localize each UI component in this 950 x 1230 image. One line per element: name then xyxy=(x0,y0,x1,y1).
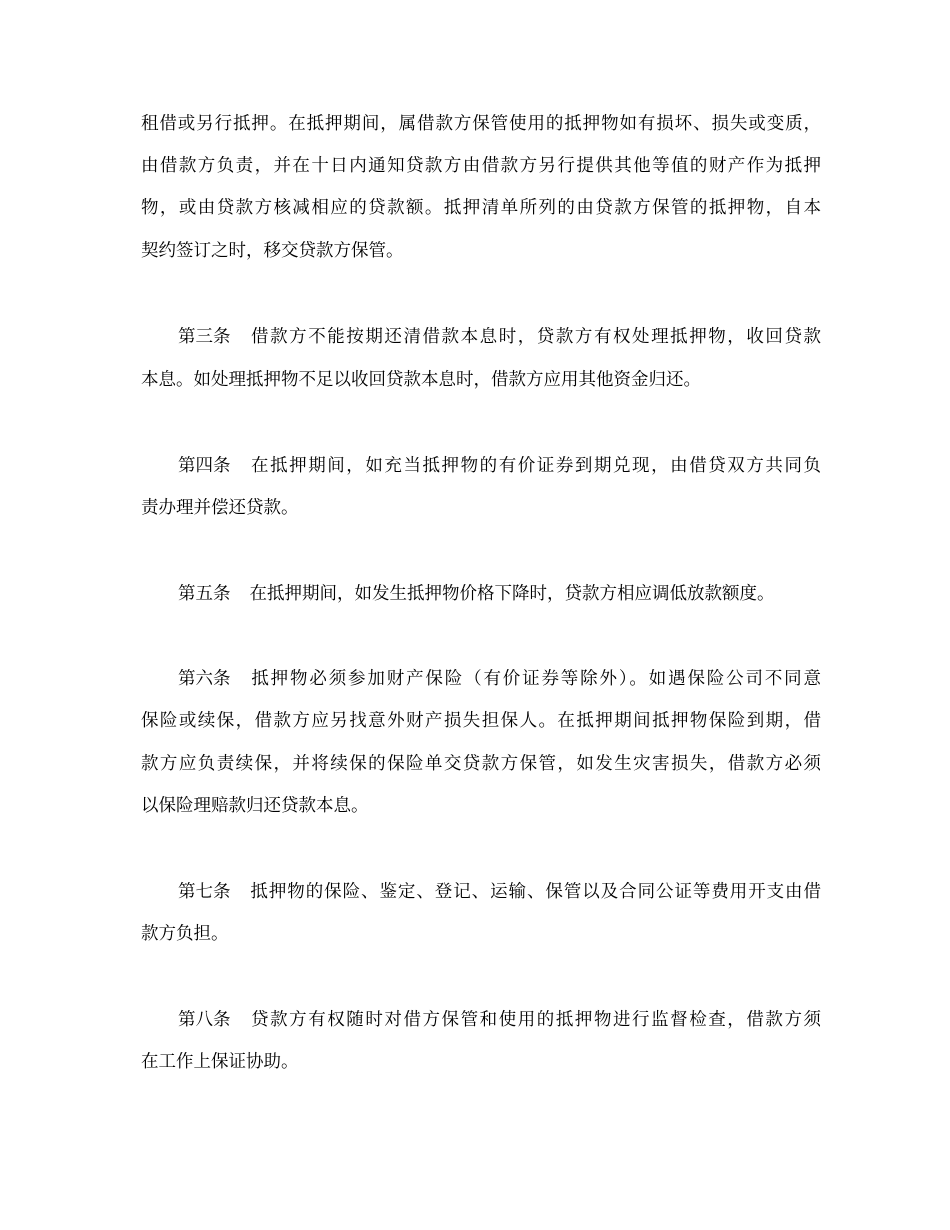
article-7-first-line: 抵押物的保险、鉴定、登记、运输、保管以及合同公证等费用开支由借 xyxy=(249,882,821,902)
article-3-line-2: 本息。如处理抵押物不足以收回贷款本息时，借款方应用其他资金归还。 xyxy=(141,370,701,390)
article-7-number: 第七条 xyxy=(178,882,231,902)
article-7-line-1 xyxy=(178,880,821,904)
article-5-number: 第五条 xyxy=(178,584,231,604)
article-7-line-2: 款方负担。 xyxy=(141,924,229,944)
article-5-line-1 xyxy=(178,582,821,606)
article-4-first-line: 在抵押期间，如充当抵押物的有价证券到期兑现，由借贷双方共同负 xyxy=(249,456,821,476)
article-6-line-2: 保险或续保，借款方应另找意外财产损失担保人。在抵押期间抵押物保险到期，借 xyxy=(141,711,821,731)
article-8-number: 第八条 xyxy=(178,1010,231,1030)
article-4-line-2: 责办理并偿还贷款。 xyxy=(141,498,299,518)
article-8-line-2: 在工作上保证协助。 xyxy=(141,1052,299,1072)
article-6-number: 第六条 xyxy=(178,669,231,689)
article-6-line-4: 以保险理赔款归还贷款本息。 xyxy=(141,796,369,816)
article-4-number: 第四条 xyxy=(178,456,231,476)
intro-line-2: 由借款方负责，并在十日内通知贷款方由借款方另行提供其他等值的财产作为抵押 xyxy=(141,156,821,176)
article-6-line-3: 款方应负责续保，并将续保的保险单交贷款方保管，如发生灾害损失，借款方必须 xyxy=(141,754,821,774)
article-8-line-1 xyxy=(178,1008,821,1032)
article-6-line-1 xyxy=(178,667,821,691)
intro-line-4: 契约签订之时，移交贷款方保管。 xyxy=(141,241,404,261)
article-3-number: 第三条 xyxy=(178,327,231,347)
article-3-line-1 xyxy=(178,325,821,349)
article-5-first-line: 在抵押期间，如发生抵押物价格下降时，贷款方相应调低放款额度。 xyxy=(249,584,775,604)
article-8-first-line: 贷款方有权随时对借方保管和使用的抵押物进行监督检查，借款方须 xyxy=(249,1010,821,1030)
intro-line-1: 租借或另行抵押。在抵押期间，属借款方保管使用的抵押物如有损坏、损失或变质， xyxy=(141,114,821,134)
article-4-line-1 xyxy=(178,454,821,478)
article-6-first-line: 抵押物必须参加财产保险（有价证券等除外）。如遇保险公司不同意 xyxy=(249,669,821,689)
article-3-first-line: 借款方不能按期还清借款本息时，贷款方有权处理抵押物，收回贷款 xyxy=(249,327,821,347)
intro-line-3: 物，或由贷款方核减相应的贷款额。抵押清单所列的由贷款方保管的抵押物，自本 xyxy=(141,198,821,218)
